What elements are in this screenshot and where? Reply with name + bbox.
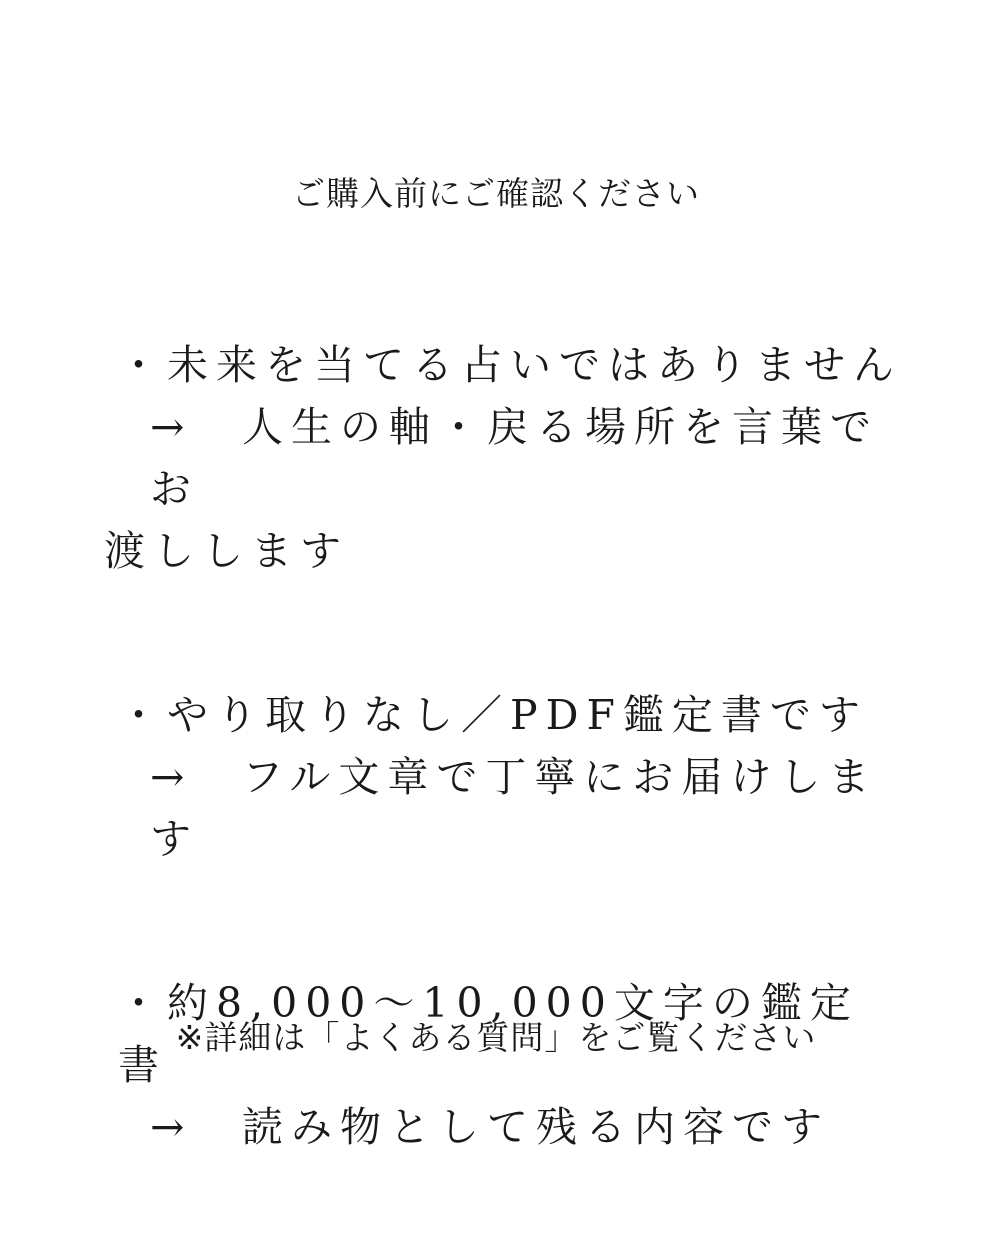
point-sub-text: 人生の軸・戻る場所を言葉でお (150, 403, 879, 513)
arrow-icon: → (150, 1103, 193, 1151)
point-main-text: ・約8,000〜10,000文字の鑑定書 (118, 979, 859, 1089)
point-sub-line (104, 396, 904, 520)
page-heading: ご購入前にご確認ください (292, 174, 700, 213)
point-sub-text: フル文章で丁寧にお届けします (150, 753, 878, 863)
point-sub-text: 読み物として残る内容です (242, 1103, 830, 1151)
point-main-text: ・やり取りなし／PDF鑑定書です (118, 691, 868, 739)
point-item (104, 972, 904, 1158)
point-main-text: ・未来を当てる占いではありません (118, 341, 902, 389)
faq-note: ※詳細は「よくある質問」をご覧ください (175, 1018, 817, 1057)
point-sub-line (104, 1096, 904, 1158)
point-sub-line (104, 746, 904, 870)
point-item (104, 334, 904, 582)
arrow-icon: → (150, 403, 193, 451)
points-list (104, 334, 904, 1260)
arrow-icon: → (150, 753, 193, 801)
point-sub-continuation: 渡しします (104, 527, 349, 575)
point-item (104, 684, 904, 870)
